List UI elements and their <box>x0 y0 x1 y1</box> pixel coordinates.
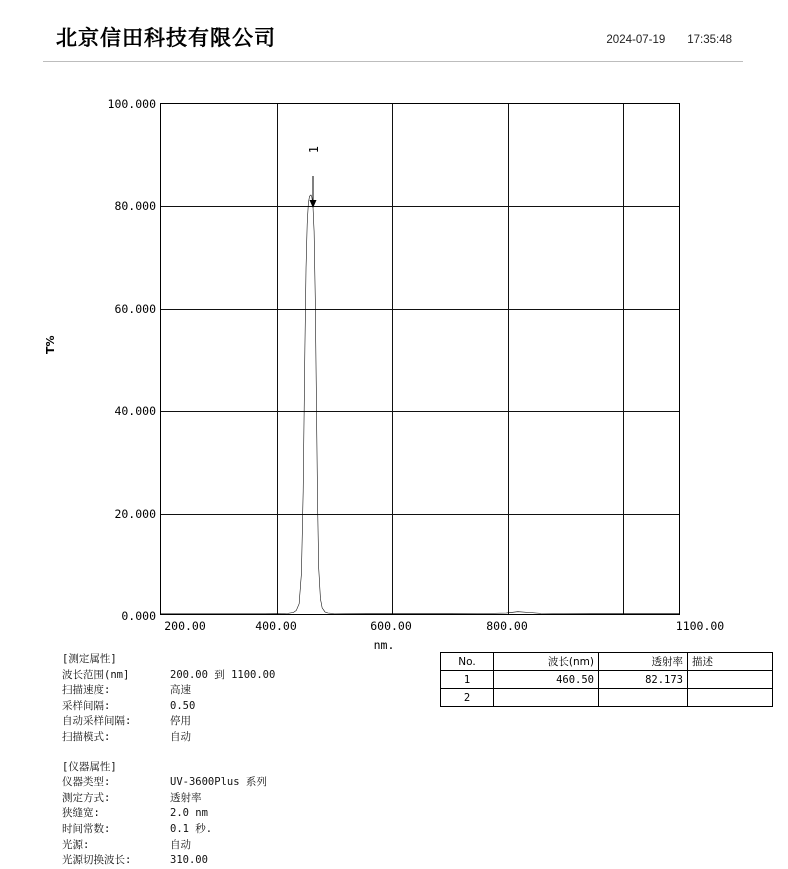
table-header-row <box>441 653 773 671</box>
property-key: 时间常数: <box>62 822 111 835</box>
peak-annotation-label: 1 <box>307 146 321 154</box>
spectrum-chart <box>0 70 788 652</box>
property-row <box>62 853 402 869</box>
cell-wavelength <box>494 689 599 707</box>
table-row <box>441 671 773 689</box>
cell-transmittance: 82.173 <box>599 671 688 689</box>
y-tick-label: 60.000 <box>114 301 156 316</box>
header-divider <box>43 61 743 62</box>
x-tick-label: 600.00 <box>370 619 412 633</box>
column-header-description: 描述 <box>688 653 773 671</box>
property-value: 高速 <box>170 684 191 697</box>
column-header-no: No. <box>441 653 494 671</box>
x-tick-label: 800.00 <box>486 619 528 633</box>
property-row <box>62 822 402 838</box>
cell-wavelength: 460.50 <box>494 671 599 689</box>
x-tick-label: 1100.00 <box>675 619 725 633</box>
property-row <box>62 775 402 791</box>
property-row <box>62 699 402 715</box>
y-tick-label: 100.000 <box>107 97 156 111</box>
company-name: 北京信田科技有限公司 <box>56 26 276 50</box>
property-key: 扫描模式: <box>62 730 111 743</box>
properties-panel <box>62 652 402 869</box>
property-value: UV-3600Plus 系列 <box>170 776 267 789</box>
peak-table <box>440 652 773 707</box>
property-value: 310.00 <box>170 854 208 867</box>
column-header-transmittance: 透射率 <box>599 653 688 671</box>
y-tick-label: 80.000 <box>114 199 156 214</box>
property-key: 波长范围(nm] <box>62 668 130 681</box>
property-row <box>62 791 402 807</box>
instrument-props-title: [仪器属性] <box>62 760 117 773</box>
property-row <box>62 806 402 822</box>
timestamp <box>606 34 732 46</box>
x-axis-label-text: nm. <box>373 638 395 652</box>
y-axis-ticks <box>62 97 156 623</box>
column-header-wavelength: 波长(nm) <box>494 653 599 671</box>
property-key: 扫描速度: <box>62 684 111 697</box>
property-key: 仪器类型: <box>62 776 111 789</box>
property-value: 停用 <box>170 715 191 728</box>
property-key: 光源切换波长: <box>62 854 132 867</box>
x-axis-label <box>0 638 788 652</box>
property-key: 光源: <box>62 838 90 851</box>
cell-transmittance <box>599 689 688 707</box>
property-row <box>62 683 402 699</box>
property-key: 测定方式: <box>62 791 111 804</box>
property-value: 0.1 秒. <box>170 822 213 835</box>
report-date: 2024-07-19 <box>606 34 666 46</box>
report-time: 17:35:48 <box>687 34 732 46</box>
y-tick-label: 40.000 <box>114 404 156 419</box>
property-key: 采样间隔: <box>62 699 111 712</box>
x-tick-label: 200.00 <box>164 619 206 633</box>
cell-description <box>688 671 773 689</box>
y-tick-label: 0.000 <box>121 609 156 623</box>
property-value: 自动 <box>170 730 191 743</box>
property-row <box>62 668 402 684</box>
property-value: 透射率 <box>170 791 202 804</box>
property-value: 自动 <box>170 838 191 851</box>
property-row <box>62 730 402 746</box>
property-key: 狭缝宽: <box>62 807 100 820</box>
property-value: 200.00 到 1100.00 <box>170 668 276 681</box>
property-value: 2.0 nm <box>170 807 208 820</box>
peak-annotation-arrow <box>304 176 324 210</box>
cell-no: 2 <box>441 689 494 707</box>
y-axis-label: T% <box>44 335 57 354</box>
table-row <box>441 689 773 707</box>
property-row <box>62 838 402 854</box>
cell-description <box>688 689 773 707</box>
properties-spacer <box>62 746 402 760</box>
y-tick-label: 20.000 <box>114 506 156 521</box>
property-row <box>62 714 402 730</box>
report-header <box>0 0 788 64</box>
property-key: 自动采样间隔: <box>62 715 132 728</box>
measure-props-title: [测定属性] <box>62 653 117 665</box>
plot-area <box>160 103 680 615</box>
x-tick-label: 400.00 <box>255 619 297 633</box>
cell-no: 1 <box>441 671 494 689</box>
spectrum-curve <box>161 104 679 614</box>
property-value: 0.50 <box>170 699 196 712</box>
